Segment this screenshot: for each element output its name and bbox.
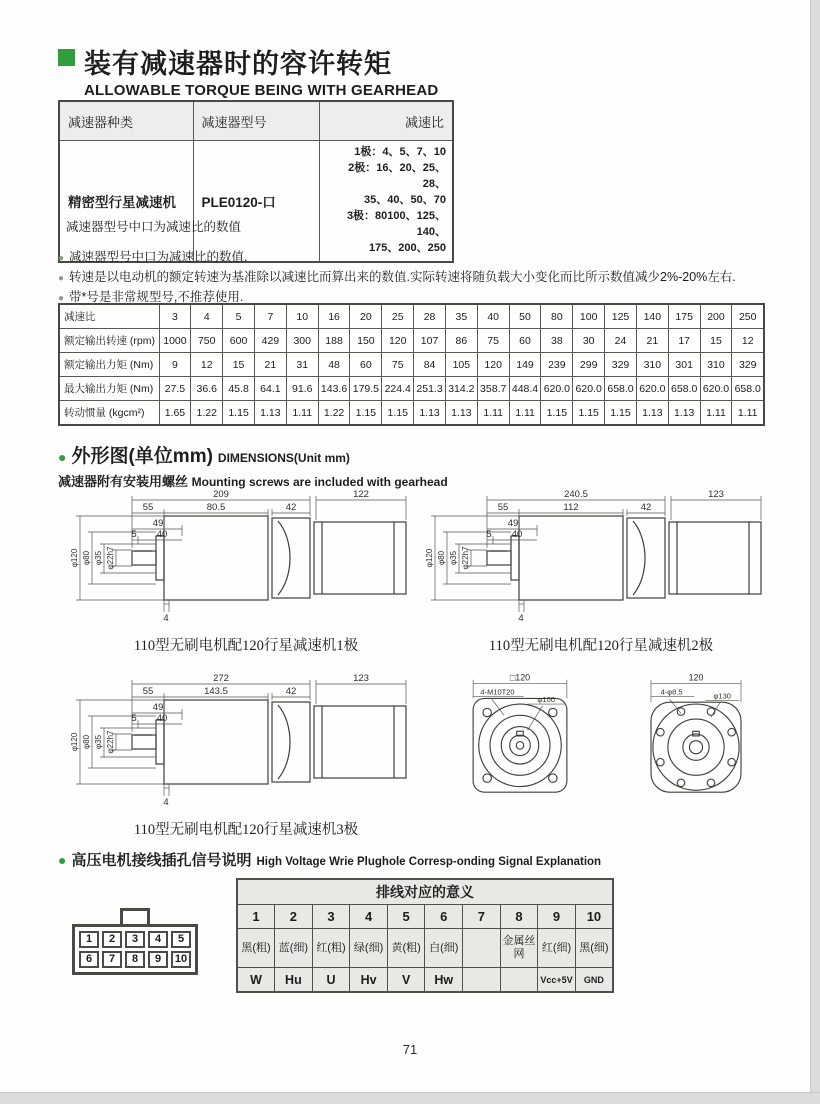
table-cell: 299: [573, 353, 605, 377]
table-row: [59, 401, 764, 426]
table-cell: 448.4: [509, 377, 541, 401]
dim-total: 209: [213, 489, 229, 500]
dim-dia-hub: φ35: [449, 550, 458, 566]
table-cell: 38: [541, 329, 573, 353]
table-row: [59, 329, 764, 353]
column-header: 减速器种类: [59, 101, 193, 141]
table-footnote: 减速器型号中口为减速比的数值: [66, 220, 242, 234]
bullet-icon: ●: [58, 273, 65, 284]
dim-motor: 122: [353, 489, 369, 500]
table-cell: 658.0: [605, 377, 637, 401]
ratio-line: 35、40、50、70: [364, 193, 446, 206]
table-cell: 200: [700, 304, 732, 329]
drawing-3stage: [70, 672, 422, 839]
connector-pin: 1: [79, 931, 99, 948]
dim-seg1: 55: [142, 686, 154, 697]
dim-dia-shaft: φ22h7: [461, 546, 470, 570]
row-label: 额定输出转速 (rpm): [59, 329, 159, 353]
dim-shaft-tip: 5: [131, 713, 137, 724]
drawing-caption: 110型无刷电机配120行星减速机2极: [488, 638, 714, 654]
table-cell: 301: [668, 353, 700, 377]
table-cell: 143.6: [318, 377, 350, 401]
wire-color-cell: 金属丝网: [500, 929, 538, 968]
dim-seg3: 42: [285, 686, 297, 697]
dim-holes-label: 4-M10T20: [480, 687, 515, 697]
table-row: [59, 353, 764, 377]
table-cell: 60: [350, 353, 382, 377]
page-edge-shadow-bottom: [0, 1092, 820, 1104]
table-cell: 658.0: [668, 377, 700, 401]
dim-shaft-mid: 40: [156, 713, 168, 724]
table-cell: 620.0: [573, 377, 605, 401]
row-label: 转动惯量 (kgcm²): [59, 401, 159, 426]
bullet-icon: ●: [58, 253, 65, 264]
drawing-caption: 110型无刷电机配120行星减速机1极: [133, 638, 359, 654]
wiring-table-title: 排线对应的意义: [237, 879, 613, 905]
table-cell: 64.1: [254, 377, 286, 401]
dim-seg2: 80.5: [206, 502, 226, 513]
title-square-icon: [58, 49, 75, 66]
table-cell: 1.22: [318, 401, 350, 426]
gearhead-ratios-cell: [319, 141, 453, 262]
table-cell: 15: [223, 353, 255, 377]
dim-dia-flange: φ120: [70, 732, 79, 752]
dim-shaft-mid: 40: [511, 529, 523, 540]
wire-color-cell: 白(细): [425, 929, 463, 968]
ratio-line: 2极：16、20、25、28、: [348, 161, 446, 190]
table-cell: 16: [318, 304, 350, 329]
pin-number-cell: 4: [350, 905, 388, 929]
table-cell: 21: [636, 329, 668, 353]
table-cell: 1.13: [668, 401, 700, 426]
pin-number-row: [237, 905, 613, 929]
connector-pin: 7: [102, 951, 122, 968]
wiring-section-header: [58, 849, 601, 870]
table-cell: 314.2: [445, 377, 477, 401]
table-cell: 620.0: [636, 377, 668, 401]
dim-seg1: 55: [142, 502, 154, 513]
wire-color-cell: [463, 929, 501, 968]
table-cell: 329: [605, 353, 637, 377]
table-cell: 28: [414, 304, 446, 329]
table-cell: 30: [573, 329, 605, 353]
table-cell: 1.15: [541, 401, 573, 426]
dim-shaft-tip: 5: [486, 529, 492, 540]
drawing-geometry: [132, 516, 406, 600]
dimension-drawing: [70, 672, 415, 810]
table-cell: 10: [286, 304, 318, 329]
table-cell: 600: [223, 329, 255, 353]
table-cell: 1.15: [573, 401, 605, 426]
table-cell: 21: [254, 353, 286, 377]
table-cell: 1000: [159, 329, 191, 353]
table-cell: 120: [477, 353, 509, 377]
dim-width: 120: [688, 672, 704, 683]
dim-motor: 123: [353, 673, 369, 684]
pin-number-cell: 1: [237, 905, 275, 929]
signal-cell: [500, 968, 538, 993]
table-cell: 31: [286, 353, 318, 377]
dim-holes-label: 4-φ8.5: [660, 687, 683, 697]
wiring-signal-table: [236, 878, 614, 993]
connector-pin: 5: [171, 931, 191, 948]
table-cell: 188: [318, 329, 350, 353]
dim-dia-shaft: φ22h7: [106, 730, 115, 754]
note-text: 带*号是非常规型号,不推荐使用.: [69, 290, 244, 304]
ratio-line: 175、200、250: [368, 241, 446, 254]
dim-dia-boss: φ80: [437, 550, 446, 566]
table-cell: 17: [668, 329, 700, 353]
dim-shaft-len: 49: [152, 518, 164, 529]
connector-pin: 4: [148, 931, 168, 948]
gearhead-model-cell: PLE0120-口: [193, 141, 319, 262]
dimensions-section-header: [58, 441, 448, 490]
signal-cell: GND: [575, 968, 613, 993]
table-cell: 150: [350, 329, 382, 353]
table-cell: 239: [541, 353, 573, 377]
connector-pin-grid: [79, 931, 191, 968]
table-cell: 4: [191, 304, 223, 329]
table-cell: 25: [382, 304, 414, 329]
dimension-drawing: [70, 488, 415, 626]
column-header: 减速比: [319, 101, 453, 141]
pin-number-cell: 7: [463, 905, 501, 929]
wiring-block: [72, 878, 614, 993]
table-cell: 1.11: [732, 401, 764, 426]
wire-color-cell: 蓝(细): [275, 929, 313, 968]
table-cell: 107: [414, 329, 446, 353]
page-edge-shadow-right: [810, 0, 820, 1104]
round-flange-view: [621, 672, 771, 813]
signal-row: [237, 968, 613, 993]
ratio-line: 1极：4、5、7、10: [354, 146, 446, 158]
row-label: 减速比: [59, 304, 159, 329]
signal-cell: Hv: [350, 968, 388, 993]
table-cell: 1.11: [286, 401, 318, 426]
section-title: 高压电机接线插孔信号说明: [71, 852, 252, 869]
drawing-1stage: [70, 488, 422, 655]
signal-cell: Hw: [425, 968, 463, 993]
square-flange-view: [445, 672, 595, 813]
dim-dia-hub: φ35: [94, 550, 103, 566]
table-cell: 80: [541, 304, 573, 329]
table-cell: 251.3: [414, 377, 446, 401]
signal-cell: Hu: [275, 968, 313, 993]
ratio-line: 3极：80100、125、140、: [346, 209, 446, 238]
table-cell: 75: [382, 353, 414, 377]
dim-dia-shaft: φ22h7: [106, 546, 115, 570]
table-row: [59, 141, 453, 262]
table-cell: 45.8: [223, 377, 255, 401]
dim-total: 272: [213, 673, 229, 684]
table-cell: 175: [668, 304, 700, 329]
dim-circle-label: φ130: [713, 691, 731, 701]
connector-pin: 8: [125, 951, 145, 968]
table-cell: 7: [254, 304, 286, 329]
table-title-row: [237, 879, 613, 905]
drawing-2stage: [425, 488, 777, 655]
dim-seg3: 42: [285, 502, 297, 513]
bullet-icon: ●: [58, 293, 65, 304]
signal-cell: [463, 968, 501, 993]
wire-color-cell: 绿(细): [350, 929, 388, 968]
table-row: [59, 304, 764, 329]
table-cell: 9: [159, 353, 191, 377]
table-cell: 84: [414, 353, 446, 377]
table-cell: 1.65: [159, 401, 191, 426]
dim-plate: 4: [518, 613, 524, 624]
signal-cell: U: [312, 968, 350, 993]
pin-number-cell: 6: [425, 905, 463, 929]
dim-circle-label: φ100: [537, 695, 555, 705]
table-cell: 20: [350, 304, 382, 329]
connector-pin: 6: [79, 951, 99, 968]
notes-block: [58, 249, 768, 309]
bullet-icon: ●: [58, 449, 67, 465]
note-text: 减速器型号中口为减速比的数值.: [69, 250, 248, 264]
torque-data-table: [58, 303, 765, 426]
gearhead-model-table: [58, 100, 454, 263]
dim-shaft-mid: 40: [156, 529, 168, 540]
table-cell: 140: [636, 304, 668, 329]
drawing-caption: 110型无刷电机配120行星减速机3极: [133, 822, 359, 838]
wire-color-row: [237, 929, 613, 968]
drawing-geometry: [132, 700, 406, 784]
table-cell: 35: [445, 304, 477, 329]
table-cell: 750: [191, 329, 223, 353]
table-cell: 1.13: [636, 401, 668, 426]
table-cell: 60: [509, 329, 541, 353]
drawing-geometry: [473, 698, 567, 792]
dim-shaft-len: 49: [507, 518, 519, 529]
table-cell: 105: [445, 353, 477, 377]
table-cell: 125: [605, 304, 637, 329]
connector-plug: [72, 908, 198, 975]
table-cell: 620.0: [700, 377, 732, 401]
row-label: 额定输出力矩 (Nm): [59, 353, 159, 377]
table-cell: 12: [191, 353, 223, 377]
wire-color-cell: 黑(粗): [237, 929, 275, 968]
dim-total: 240.5: [564, 489, 588, 500]
table-row: [59, 377, 764, 401]
drawing-geometry: [487, 516, 761, 600]
table-cell: 5: [223, 304, 255, 329]
pin-number-cell: 2: [275, 905, 313, 929]
table-cell: 1.15: [605, 401, 637, 426]
table-cell: 179.5: [350, 377, 382, 401]
note-text: 转速是以电动机的额定转速为基准除以减速比而算出来的数值.实际转速将随负载大小变化而比所示数值减少2%-20%左右.: [69, 270, 736, 284]
table-cell: 329: [732, 353, 764, 377]
table-cell: 1.13: [254, 401, 286, 426]
table-cell: 1.13: [414, 401, 446, 426]
table-cell: 358.7: [477, 377, 509, 401]
table-cell: 36.6: [191, 377, 223, 401]
dim-dia-boss: φ80: [82, 550, 91, 566]
section-title-en: High Voltage Wrie Plughole Corresp-onding Signal Explanation: [256, 856, 602, 868]
table-cell: 429: [254, 329, 286, 353]
bullet-icon: ●: [58, 852, 67, 868]
section-title-en: DIMENSIONS(Unit mm): [217, 451, 350, 465]
note-line: [58, 269, 768, 287]
note-line: [58, 249, 768, 267]
dim-shaft-tip: 5: [131, 529, 137, 540]
page-title-block: [58, 42, 438, 99]
dim-seg1: 55: [497, 502, 509, 513]
dim-plate: 4: [163, 797, 169, 808]
connector-pin: 9: [148, 951, 168, 968]
drawing-geometry: [651, 702, 741, 792]
table-cell: 86: [445, 329, 477, 353]
table-cell: 100: [573, 304, 605, 329]
table-cell: 48: [318, 353, 350, 377]
table-cell: 310: [700, 353, 732, 377]
dim-plate: 4: [163, 613, 169, 624]
pin-number-cell: 5: [387, 905, 425, 929]
dim-seg2: 143.5: [204, 686, 228, 697]
table-cell: 91.6: [286, 377, 318, 401]
wire-color-cell: 红(粗): [312, 929, 350, 968]
table-cell: 149: [509, 353, 541, 377]
table-cell: 224.4: [382, 377, 414, 401]
gearhead-type-cell: 精密型行星减速机: [59, 141, 193, 262]
table-cell: 3: [159, 304, 191, 329]
dim-dia-boss: φ80: [82, 734, 91, 750]
table-cell: 1.15: [223, 401, 255, 426]
dim-dia-flange: φ120: [425, 548, 434, 568]
pin-number-cell: 9: [538, 905, 576, 929]
dim-seg3: 42: [640, 502, 652, 513]
page-title-en: ALLOWABLE TORQUE BEING WITH GEARHEAD: [84, 82, 439, 99]
table-cell: 27.5: [159, 377, 191, 401]
table-cell: 310: [636, 353, 668, 377]
signal-cell: V: [387, 968, 425, 993]
pin-number-cell: 8: [500, 905, 538, 929]
flange-face-views: [445, 672, 771, 813]
table-cell: 75: [477, 329, 509, 353]
pin-number-cell: 10: [575, 905, 613, 929]
dimension-drawing: [425, 488, 770, 626]
page-title: 装有减速器时的容许转矩: [84, 49, 392, 79]
wire-color-cell: 红(细): [538, 929, 576, 968]
wire-color-cell: 黑(细): [575, 929, 613, 968]
dim-shaft-len: 49: [152, 702, 164, 713]
table-cell: 1.22: [191, 401, 223, 426]
table-cell: 1.11: [509, 401, 541, 426]
connector-pin: 10: [171, 951, 191, 968]
section-note: 减速器附有安装用螺丝: [58, 474, 189, 489]
table-cell: 300: [286, 329, 318, 353]
dim-motor: 123: [708, 489, 724, 500]
signal-cell: Vcc+5V: [538, 968, 576, 993]
table-cell: 658.0: [732, 377, 764, 401]
table-cell: 1.11: [477, 401, 509, 426]
table-cell: 24: [605, 329, 637, 353]
table-cell: 40: [477, 304, 509, 329]
table-cell: 50: [509, 304, 541, 329]
section-title: 外形图(单位mm): [71, 446, 213, 467]
table-cell: 12: [732, 329, 764, 353]
table-cell: 620.0: [541, 377, 573, 401]
row-label: 最大输出力矩 (Nm): [59, 377, 159, 401]
table-cell: 120: [382, 329, 414, 353]
table-cell: 1.13: [445, 401, 477, 426]
connector-pin: 2: [102, 931, 122, 948]
wire-color-cell: 黄(粗): [387, 929, 425, 968]
table-cell: 250: [732, 304, 764, 329]
section-note-en: Mounting screws are included with gearhead: [191, 475, 448, 489]
table-cell: 1.11: [700, 401, 732, 426]
table-cell: 1.15: [350, 401, 382, 426]
connector-pin: 3: [125, 931, 145, 948]
column-header: 减速器型号: [193, 101, 319, 141]
page-number: 71: [402, 1042, 418, 1057]
signal-cell: W: [237, 968, 275, 993]
dim-square-size: □120: [509, 672, 531, 683]
dim-seg2: 112: [563, 502, 579, 513]
table-cell: 15: [700, 329, 732, 353]
connector-latch: [120, 908, 150, 924]
pin-number-cell: 3: [312, 905, 350, 929]
dim-dia-flange: φ120: [70, 548, 79, 568]
table-cell: 1.15: [382, 401, 414, 426]
dim-dia-hub: φ35: [94, 734, 103, 750]
